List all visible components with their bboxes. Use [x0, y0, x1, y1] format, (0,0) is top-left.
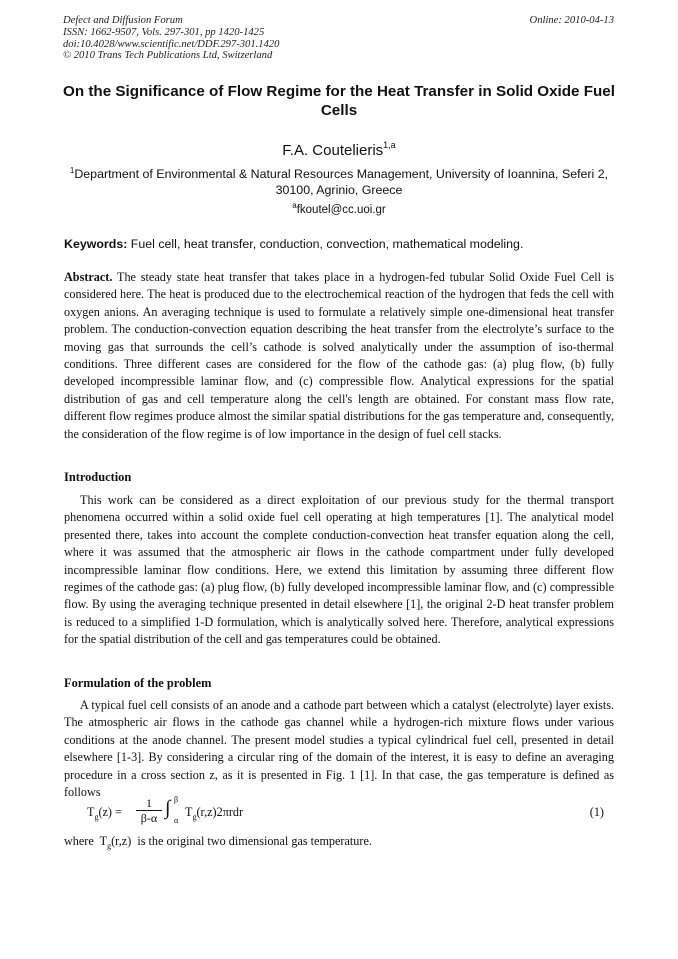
- journal-copyright: © 2010 Trans Tech Publications Ltd, Switzerland: [63, 50, 273, 62]
- affiliation-sup: 1: [69, 166, 75, 175]
- where-text: (r,z) is the original two dimensional gas temperature.: [111, 834, 372, 848]
- email-line: [0, 201, 678, 216]
- eq-lhs-arg: (z) =: [98, 805, 122, 819]
- where-symbol: T: [99, 834, 108, 848]
- keywords-label: Keywords:: [64, 237, 128, 251]
- equation-rhs: [185, 805, 243, 821]
- abstract-label: Abstract.: [64, 270, 113, 284]
- eq-denominator: β-α: [140, 811, 158, 825]
- journal-issn: ISSN: 1662-9507, Vols. 297-301, pp 1420-1425: [63, 26, 265, 38]
- equation-number: (1): [589, 805, 604, 819]
- online-date: Online: 2010-04-13: [529, 15, 614, 26]
- equation-1: [64, 796, 616, 836]
- introduction-paragraph: This work can be considered as a direct exploitation of our previous study for the thermal transport phenomena occurred within a solid oxide fuel cell operating at high temperatures [1]. The analytical model presented there, takes into account the complete conduction-convection heat transfer equation along the cell, where it was assumed that the atmospheric air flows in the cathode compartment under fully developed incompressible laminar flow conditions. Here, we extend this limitation by assuming three different flow regimes of the cathode gas: (a) plug flow, (b) fully developed incompressible laminar flow, and (c) compressible flow. By using the averaging technique presented in detail elsewhere [1], the original 2-D heat transfer problem is reduced to a simplified 1-D formulation, which is analytically solved here. Therefore, analytical expressions for the spatial distribution of the cell and gas temperatures could be obtained.: [64, 493, 614, 647]
- author-line: [0, 140, 678, 159]
- eq-rhs-rest: (r,z)2πrdr: [196, 805, 244, 819]
- journal-name: Defect and Diffusion Forum: [63, 15, 183, 26]
- eq-rhs-symbol: T: [185, 805, 193, 819]
- where-prefix: where: [64, 834, 100, 848]
- abstract-text: The steady state heat transfer that takes place in a hydrogen-fed tubular Solid Oxide Fuel Cell is considered here. The heat is produced due to the electrochemical reaction of the hydrogen that feds the cell with oxygen anions. An averaging technique is used to formulate a relatively simple one-dimensional heat transfer problem. The conduction-convection equation describing the heat transfer from the electrolyte’s surface to the moving gas that surrounds the cell’s cathode is solved analytically under the assumption of iso-thermal conditions. Three different cases are considered for the flow of the cathode gas: (a) plug flow, (b) fully developed incompressible laminar flow, and (c) compressible flow. Analytical expressions for the spatial distribution of gas and cell temperature along the cell's length are obtained. For constant mass flow rate, different flow regimes produce almost the similar spatial distributions for the gas temperature and, consequently, the consideration of the flow regime is of low importance in the design of fuel cell stacks.: [64, 270, 614, 441]
- journal-header: [63, 15, 279, 62]
- where-line: [64, 834, 372, 850]
- equation-fraction: [136, 796, 162, 826]
- eq-upper-limit: β: [174, 795, 179, 804]
- author-sup: 1,a: [383, 140, 396, 150]
- integral-sign: ∫: [165, 797, 171, 819]
- affiliation: [64, 163, 614, 198]
- eq-numerator: 1: [146, 796, 152, 810]
- author-name: F.A. Coutelieris: [282, 142, 384, 159]
- eq-lhs-symbol: T: [87, 805, 95, 819]
- keywords-text: Fuel cell, heat transfer, conduction, convection, mathematical modeling.: [127, 237, 524, 251]
- eq-rhs-sub: g: [192, 812, 197, 822]
- journal-doi: doi:10.4028/www.scientific.net/DDF.297-301.1420: [63, 38, 280, 50]
- affiliation-text: Department of Environmental & Natural Resources Management, University of Ioannina, Seferi 2, 30100, Agrinio, Greece: [74, 167, 609, 197]
- formulation-paragraph: A typical fuel cell consists of an anode and a cathode part between which a catalyst (electrolyte) layer exists. The atmospheric air flows in the cathode gas channel while a hydrogen-rich mixture flows under various conditions at the anode channel. The present model studies a typical cylindrical fuel cell, presented in detail elsewhere [1-3]. By considering a circular ring of the domain of the interest, it is easy to define an averaging procedure in a cross section z, as it is presented in Fig. 1 [1]. In that case, the gas temperature is defined as follows: [64, 698, 614, 800]
- keywords: [64, 237, 616, 251]
- where-sub: g: [107, 841, 112, 851]
- abstract: [64, 269, 614, 443]
- email-sup: a: [292, 201, 297, 210]
- email-address[interactable]: fkoutel@cc.uoi.gr: [296, 204, 386, 216]
- formulation-heading: Formulation of the problem: [64, 676, 212, 690]
- paper-title: On the Significance of Flow Regime for the Heat Transfer in Solid Oxide Fuel Cells: [63, 83, 615, 119]
- introduction-heading: Introduction: [64, 470, 132, 484]
- equation-lhs: [87, 805, 122, 821]
- eq-lower-limit: α: [174, 816, 179, 825]
- eq-lhs-sub: g: [94, 812, 99, 822]
